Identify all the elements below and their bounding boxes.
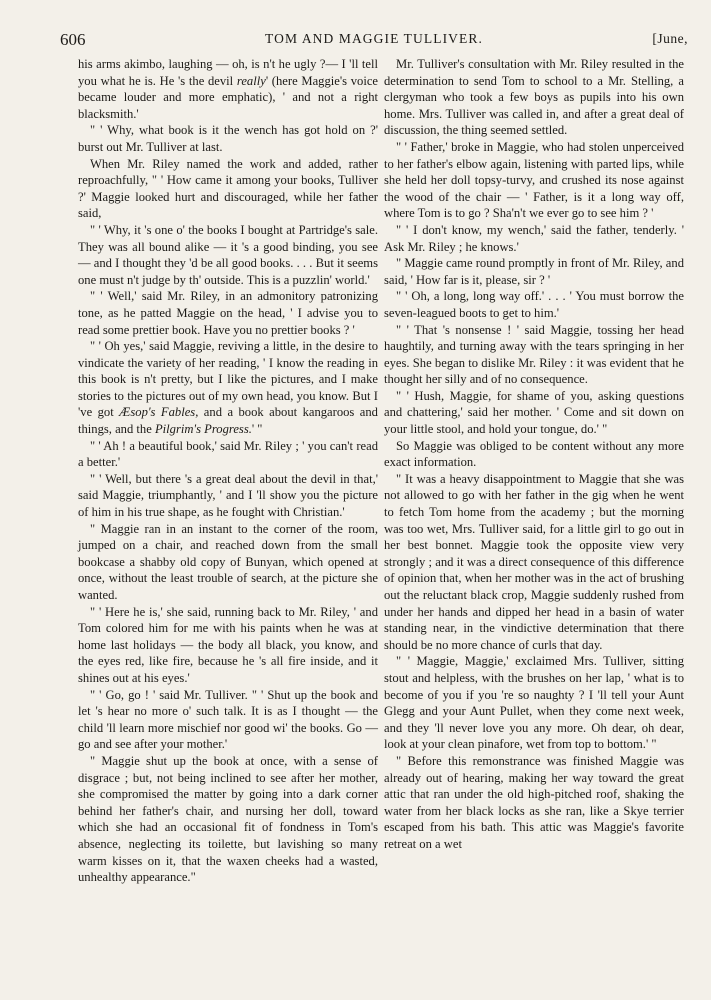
paragraph <box>384 753 684 853</box>
text-run: " ' Well,' said Mr. Riley, in an admonitory patronizing tone, as he patted Maggie on the head, ' I advise you to read some prettier book. Have you no prettier books ? ' <box>78 289 378 337</box>
text-run: " Before this remonstrance was finished Maggie was already out of hearing, making her way toward the great attic that ran under the old high-pitched roof, shaking the water from her black locks as she ran, like a Skye terrier escaped from his bath. This attic was Maggie's favorite retreat on a wet <box>384 753 684 851</box>
paragraph <box>78 753 378 886</box>
text-run: his arms akimbo, laughing — oh, is n't he ugly ?— I 'll tell you what he is. He 's the devil <box>78 57 378 88</box>
text-run: ' (here Maggie's voice became louder and more emphatic), ' and not a right blacksmith.' <box>78 73 378 121</box>
italic-text: really <box>236 73 266 88</box>
paragraph <box>78 687 378 753</box>
text-run: " ' Father,' broke in Maggie, who had stolen unperceived to her father's elbow again, listening with parted lips, while she held her doll topsy-turvy, and crushed its nose against the wood of the chair — ' Father, is it a long way off, where Tom is to go ? Sha'n't we ever go to see him ? ' <box>384 139 684 221</box>
text-run: So Maggie was obliged to be content without any more exact information. <box>384 438 684 470</box>
italic-text: Pilgrim's Progress. <box>154 422 252 437</box>
text-run: " ' Oh, a long, long way off.' . . . ' You must borrow the seven-leagued boots to get to him.' <box>384 289 684 320</box>
text-run: " ' Oh yes,' said Maggie, reviving a little, in the desire to vindicate the variety of her reading, ' I know the reading in this book is n't pretty, but I like the pictures, and I make stories to the pictures out of my own head, you know. But I 've got <box>78 339 378 420</box>
paragraph <box>384 139 684 222</box>
text-run: " ' Well, but there 's a great deal about the devil in that,' said Maggie, triumphantly, ' and I 'll show you the picture of him in his true shape, as he fought with Christian.' <box>78 471 378 520</box>
paragraph <box>384 56 684 139</box>
text-run: When Mr. Riley named the work and added, rather reproachfully, " ' How came it among your books, Tulliver ?' Maggie looked hurt and discouraged, while her father said, <box>78 156 378 221</box>
paragraph <box>384 222 684 255</box>
paragraph <box>78 288 378 338</box>
text-run: " It was a heavy disappointment to Maggie that she was not allowed to go with her father in the gig when he went to fetch Tom home from the academy ; but the morning was too wet, Mrs. Tulliver said, for a little girl to go out in her best bonnet. Maggie took the opposite view very strongly ; and it was a direct consequence of this difference of opinion that, when her mother was in the act of brushing out the reluctant black crop, Maggie suddenly rushed from under her hands and dipped her head in a basin of water standing near, in the vindictive determination that there should be no more chance of curls that day. <box>384 471 684 652</box>
paragraph <box>78 521 378 604</box>
text-run: " ' Ah ! a beautiful book,' said Mr. Riley ; ' you can't read a better.' <box>78 438 378 470</box>
text-run: " ' I don't know, my wench,' said the father, tenderly. ' Ask Mr. Riley ; he knows.' <box>384 222 684 254</box>
italic-text: Æsop's Fables, <box>119 405 199 420</box>
paragraph <box>384 288 684 321</box>
text-run: " ' Hush, Maggie, for shame of you, asking questions and chattering,' said her mother. ' Come and sit down on your little stool, and hold your tongue, do.' " <box>384 388 684 437</box>
paragraph <box>384 438 684 471</box>
text-run: " ' Why, what book is it the wench has got hold on ?' burst out Mr. Tulliver at last. <box>78 123 378 154</box>
paragraph <box>78 604 378 687</box>
paragraph <box>78 222 378 288</box>
paragraph <box>78 338 378 438</box>
text-run: " ' That 's nonsense ! ' said Maggie, tossing her head haughtily, and turning away with the tears springing in her eyes. She began to dislike Mr. Riley : it was evident that he thought her silly and of no consequence. <box>384 322 684 387</box>
paragraph <box>384 255 684 288</box>
text-run: Mr. Tulliver's consultation with Mr. Riley resulted in the determination to send Tom to school to a Mr. Stelling, a clergyman who took a few boys as pupils into his own home. Mrs. Tulliver was called in, and after a great deal of discussion, the thing seemed settled. <box>384 57 684 138</box>
paragraph <box>78 471 378 521</box>
paragraph <box>78 438 378 471</box>
text-run: ' " <box>251 422 263 437</box>
text-run: " ' Why, it 's one o' the books I bought at Partridge's sale. They was all bound alike — it 's a good binding, you see — and I thought they 'd be all good books. . . . But it seems one must n't judge by th' outside. This is a puzzlin' world.' <box>78 222 378 287</box>
left-column <box>78 56 378 886</box>
paragraph <box>78 122 378 155</box>
paragraph <box>384 388 684 438</box>
paragraph <box>78 156 378 222</box>
text-run: " ' Go, go ! ' said Mr. Tulliver. " ' Shut up the book and let 's hear no more o' such talk. It is as I thought — the child 'll learn more mischief nor good wi' the books. Go — go and see after your mother.' <box>78 687 378 752</box>
page-header <box>60 30 688 52</box>
text-run: " ' Here he is,' she said, running back to Mr. Riley, ' and Tom colored him for me with his paints when he was at home last holidays — the body all black, you know, and the eyes red, like fire, because he 's all fire inside, and it shines out at his eyes.' <box>78 604 378 685</box>
text-run: " Maggie shut up the book at once, with a sense of disgrace ; but, not being inclined to see after her mother, she compromised the matter by going into a dark corner behind her father's chair, and nursing her doll, toward which she had an occasional fit of fondness in Tom's absence, neglecting its toilette, but lavishing so many warm kisses on it, that the waxen cheeks had a wasted, unhealthy appearance." <box>78 753 378 885</box>
text-run: " Maggie came round promptly in front of Mr. Riley, and said, ' How far is it, please, sir ? ' <box>384 256 684 287</box>
text-run: " Maggie ran in an instant to the corner of the room, jumped on a chair, and reached down from the small bookcase a shabby old copy of Bunyan, which opened at once, without the least trouble of search, at the picture she wanted. <box>78 521 378 602</box>
page-number: 606 <box>60 30 86 49</box>
text-run: " ' Maggie, Maggie,' exclaimed Mrs. Tulliver, sitting stout and helpless, with the brushes on her lap, ' what is to become of you if you 're so naughty ? I 'll tell your Aunt Glegg and your Aunt Pullet, when they come next week, and they 'll never love you any more. Oh dear, oh dear, look at your clean pinafore, wet from top to bottom.' " <box>384 654 684 752</box>
running-title: TOM AND MAGGIE TULLIVER. <box>265 31 483 46</box>
paragraph <box>384 653 684 753</box>
paragraph <box>384 322 684 388</box>
paragraph <box>78 56 378 122</box>
paragraph <box>384 471 684 654</box>
issue-month: [June, <box>652 31 688 46</box>
right-column <box>384 56 684 853</box>
text-run: and a book about kangaroos and things, and the <box>78 405 378 437</box>
